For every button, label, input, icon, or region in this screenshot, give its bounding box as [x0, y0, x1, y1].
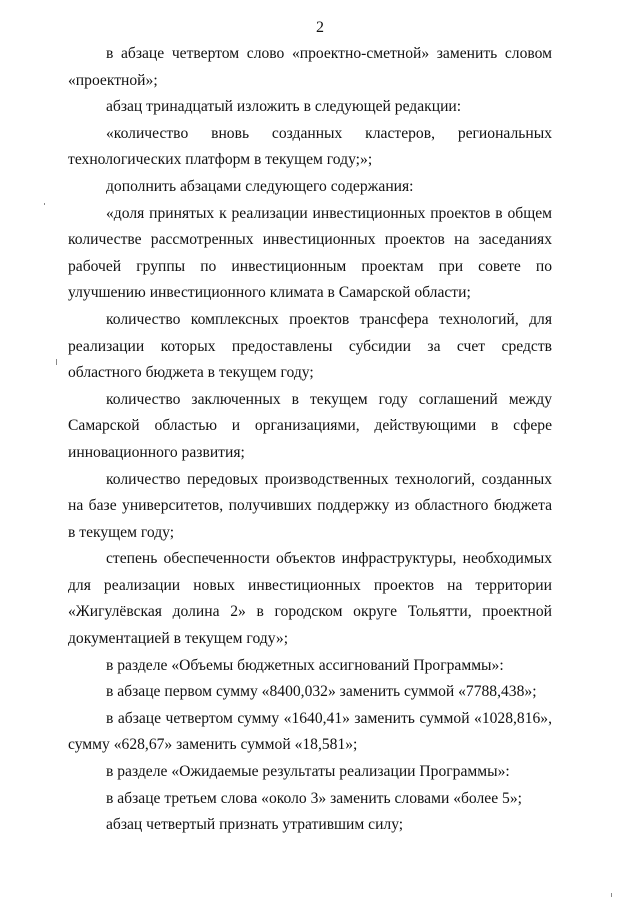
paragraph-15: абзац четвертый признать утратившим силу; [106, 816, 404, 834]
paragraph-11: в абзаце первом сумму «8400,032» заменить суммой «7788,438»; [106, 683, 537, 701]
scan-speck [56, 359, 57, 365]
page-number: 2 [316, 19, 324, 36]
document-body [68, 41, 552, 839]
paragraph-4: дополнить абзацами следующего содержания: [106, 177, 414, 195]
paragraph-12: в абзаце четвертом сумму «1640,41» заменить суммой «1028,816», сумму «628,67» заменить суммой «18,581»; [68, 709, 552, 754]
paragraph-10: в разделе «Объемы бюджетных ассигнований Программы»: [106, 656, 504, 674]
paragraph-14: в абзаце третьем слова «около 3» заменить словами «более 5»; [106, 789, 522, 807]
paragraph-9: степень обеспеченности объектов инфраструктуры, необходимых для реализации новых инвестиционных проектов на территории «Жигулёвская долина 2» в городском округе Тольятти, проектной документацией в текущем году»; [68, 550, 552, 648]
paragraph-1: в абзаце четвертом слово «проектно-сметной» заменить словом «проектной»; [68, 45, 552, 89]
paragraph-2: абзац тринадцатый изложить в следующей редакции: [106, 98, 462, 116]
paragraph-3: «количество вновь созданных кластеров, региональных технологических платформ в текущем году;»; [68, 124, 552, 169]
paragraph-13: в разделе «Ожидаемые результаты реализации Программы»: [106, 763, 510, 781]
scan-speck [44, 203, 45, 205]
paragraph-7: количество заключенных в текущем году соглашений между Самарской областью и организациями, действующими в сфере инновационного развития; [68, 390, 552, 461]
paragraph-5: «доля принятых к реализации инвестиционных проектов в общем количестве рассмотренных инвестиционных проектов на заседаниях рабочей группы по инвестиционным проектам при совете по улучшению инвестиционного климата в Самарской области; [68, 204, 552, 302]
paragraph-8: количество передовых производственных технологий, созданных на базе университетов, получивших поддержку из областного бюджета в текущем году; [68, 470, 552, 541]
paragraph-6: количество комплексных проектов трансфера технологий, для реализации которых предоставлены субсидии за счет средств областного бюджета в текущем году; [68, 310, 552, 382]
scan-speck [611, 893, 612, 897]
